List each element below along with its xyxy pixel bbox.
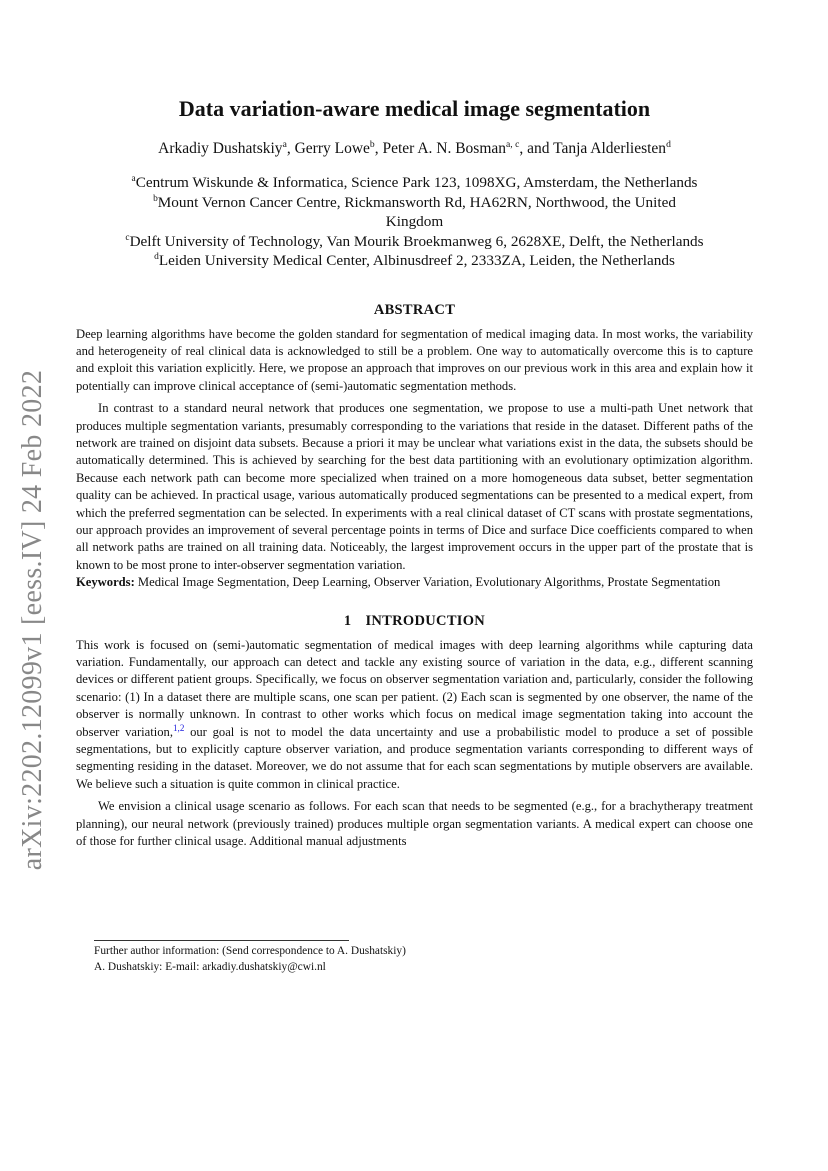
author-4-affil: d [666,138,671,150]
affiliation-text: Centrum Wiskunde & Informatica, Science Park 123, 1098XG, Amsterdam, the Netherlands [135,174,698,191]
citation-link[interactable]: 1,2 [173,722,185,733]
author-1-affil: a [282,138,287,150]
section-heading-introduction [76,613,753,630]
affiliation-d [76,251,753,271]
author-list [76,140,753,158]
author-sep: , [286,140,295,157]
footnote-rule [94,940,349,941]
affiliation-list [76,173,753,271]
abstract-paragraph-2: In contrast to a standard neural network that produces one segmentation, we propose to use a multi-path Unet network that produces multiple segmentation variants, presumably corresponding to the variations that reside in the dataset. Different paths of the network are trained on disjoint data subsets. Because a priori it may be unclear what variations exist in the data, the subsets should be automatically determined. This is achieved by searching for the best data partitioning with an evolutionary optimization algorithm. Because each network path can become more specialized when trained on a more homogeneous data subset, better segmentation quality can be achieved. In practical usage, various automatically produced segmentations can be presented to a medical expert, from which the preferred segmentation can be selected. In experiments with a real clinical dataset of CT scans with prostate segmentations, our approach provides an improvement of several percentage points in terms of Dice and surface Dice coefficients compared to when all network paths are trained on all training data. Noticeably, the largest improvement occurs in the upper part of the prostate that is known to be most prone to inter-observer segmentation variation. [76,401,753,572]
affiliation-c [76,232,753,252]
footnote-email: A. Dushatskiy: E-mail: arkadiy.dushatskiy@cwi.nl [94,961,326,973]
keywords-text: Medical Image Segmentation, Deep Learning, Observer Variation, Evolutionary Algorithms, Prostate Segmentation [137,575,721,590]
affiliation-marker: a [131,173,136,184]
arxiv-side-stamp [8,360,58,880]
intro-p1-text: This work is focused on (semi-)automatic segmentation of medical images with deep learning algorithms while capturing data variation. Fundamentally, our approach can detect and tackle any existing source of variation in the data, e.g., different scanning devices or different patient groups. Specifically, we focus on observer segmentation variation and, particularly, consider the following scenario: (1) In a dataset there are multiple scans, one scan per patient. (2) Each scan is segmented by one observer, the name of the observer is normally unknown. In contrast to other works which focus on medical image segmentation taking into account the observer variation, [76,637,753,739]
intro-p1-text-continued: our goal is not to model the data uncertainty and use a probabilistic model to produce a set of possible segmentations, but to explicitly capture observer variation, and produce segmentation variants corresponding to different ways of segmenting residing in the dataset. Moreover, we do not assume that for each scan segmentations by mutiple observers are available. We believe such a situation is quite common in clinical practice. [76,724,754,791]
abstract-heading: ABSTRACT [373,301,456,318]
paper-page [76,96,753,850]
keywords-label: Keywords: [76,575,135,590]
affiliation-marker: c [125,232,130,243]
intro-paragraph-2: We envision a clinical usage scenario as follows. For each scan that needs to be segmented (e.g., for a brachytherapy treatment planning), our neural network (previously trained) produces multiple organ segmentation variants. A medical expert can choose one of those for further clinical usage. Additional manual adjustments [76,799,753,849]
keywords [76,574,753,591]
affiliation-a [76,173,753,193]
author-sep: , and [519,140,554,157]
author-1: Arkadiy Dushatskiy [158,140,283,157]
affiliation-marker: b [153,193,158,204]
author-2-affil: b [369,138,375,150]
abstract-paragraph-1: Deep learning algorithms have become the golden standard for segmentation of medical imaging data. In most works, the variability and heterogeneity of real clinical data is acknowledged to still be a problem. One way to automatically overcome this is to capture and exploit this variation explicitly. Here, we propose an approach that improves on our previous work in this area and explain how it potentially can improve clinical acceptance of (semi-)automatic segmentation methods. [76,326,753,393]
affiliation-text: Leiden University Medical Center, Albinusdreef 2, 2333ZA, Leiden, the Netherlands [158,252,675,269]
arxiv-identifier: arXiv:2202.12099v1 [eess.IV] 24 Feb 2022 [17,369,48,871]
paper-title: Data variation-aware medical image segmentation [178,96,651,121]
intro-paragraph-1 [76,637,753,794]
author-4: Tanja Alderliesten [553,140,667,157]
affiliation-b [76,193,753,232]
author-3-affil: a, c [506,138,520,150]
section-number: 1 [343,612,352,629]
author-sep: , [374,140,383,157]
affiliation-marker: d [154,251,159,262]
author-2: Gerry Lowe [294,140,370,157]
affiliation-text: Delft University of Technology, Van Mourik Broekmanweg 6, 2628XE, Delft, the Netherlands [129,232,704,250]
author-3: Peter A. N. Bosman [382,140,507,157]
footnote-correspondence: Further author information: (Send correspondence to A. Dushatskiy) [94,945,406,957]
affiliation-text: Mount Vernon Cancer Centre, Rickmansworth Rd, HA62RN, Northwood, the United Kingdom [157,193,676,230]
section-title: INTRODUCTION [365,612,486,629]
